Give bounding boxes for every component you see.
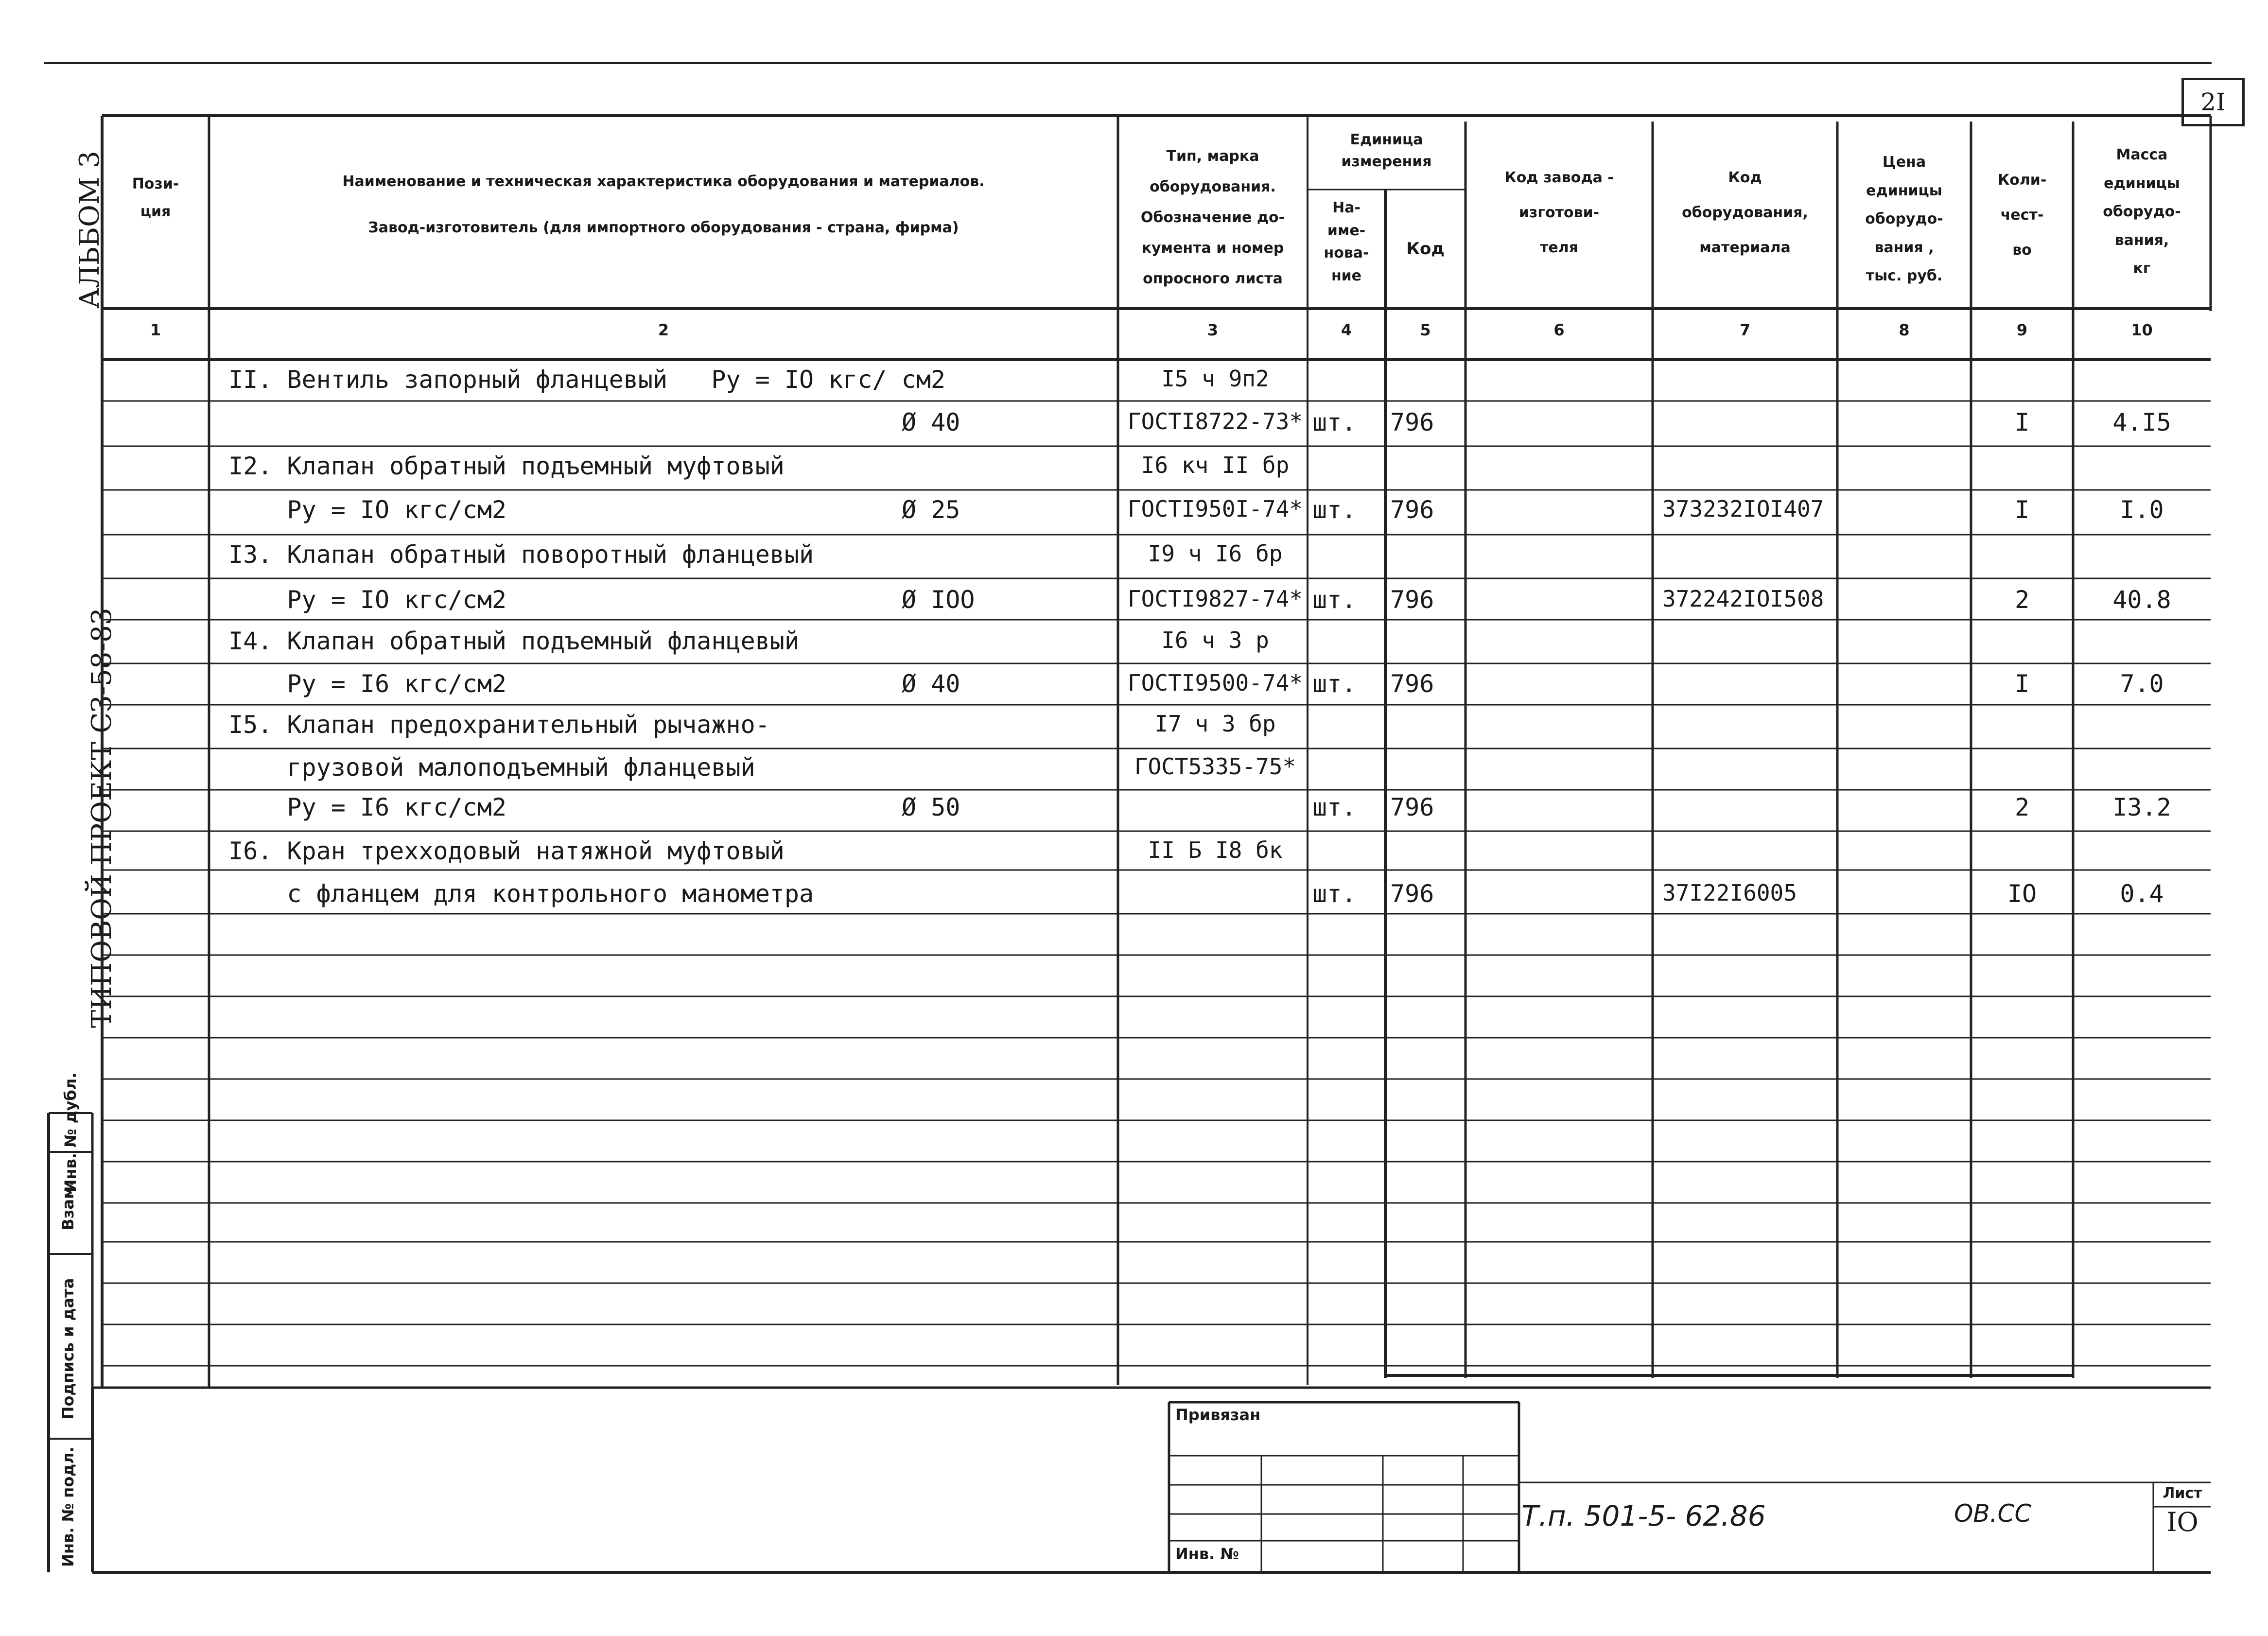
page-number: 2I: [2181, 78, 2245, 126]
column-number: 7: [1739, 321, 1751, 339]
item-type: ГОСТI9827-74*: [1127, 586, 1303, 612]
item-name: Ру = I6 кгс/см2: [228, 793, 506, 821]
header-name: Наименование и техническая характеристика оборудования и материалов.: [342, 173, 985, 190]
stamp-doc-number: Т.п. 501-5- 62.86: [1521, 1499, 1766, 1532]
item-unit-code: 796: [1390, 496, 1434, 524]
item-type: I7 ч 3 бр: [1154, 711, 1276, 737]
item-type: ГОСТ5335-75*: [1134, 753, 1296, 780]
side-stamp-inv-podl: Инв. № подл.: [59, 1446, 77, 1567]
item-diameter: Ø 25: [902, 496, 960, 524]
item-name: II. Вентиль запорный фланцевый Ру = IO кгс/ см2: [228, 365, 946, 394]
album-label: АЛЬБОМ 3: [74, 151, 105, 309]
item-quantity: 2: [2014, 793, 2030, 821]
item-name: I2. Клапан обратный подъемный муфтовый: [228, 452, 785, 480]
side-stamp-podpis: Подпись и дата: [59, 1278, 77, 1420]
item-diameter: Ø 40: [902, 408, 960, 436]
item-type: I9 ч I6 бр: [1148, 540, 1283, 567]
item-unit-code: 796: [1390, 408, 1434, 436]
item-type: II Б I8 бк: [1148, 837, 1283, 863]
column-number: 3: [1207, 321, 1219, 339]
item-name: I5. Клапан предохранительный рычажно-: [228, 711, 770, 739]
column-number: 4: [1341, 321, 1352, 339]
item-quantity: I: [2014, 496, 2030, 524]
item-unit-code: 796: [1390, 880, 1434, 908]
header-position: Пози- ция: [132, 175, 179, 220]
item-type: ГОСТI8722-73*: [1127, 408, 1303, 435]
item-type: I5 ч 9п2: [1161, 365, 1269, 392]
column-number: 2: [658, 321, 669, 339]
item-type: ГОСТI950I-74*: [1127, 496, 1303, 522]
item-mass: 40.8: [2112, 586, 2171, 614]
item-quantity: 2: [2014, 586, 2030, 614]
header-equipment-code: Код оборудования, материала: [1682, 169, 1808, 256]
item-unit-code: 796: [1390, 670, 1434, 698]
column-number: 5: [1420, 321, 1431, 339]
stamp-inv-no: Инв. №: [1175, 1545, 1239, 1563]
stamp-sheet-label: Лист: [2163, 1485, 2202, 1502]
item-name: I4. Клапан обратный подъемный фланцевый: [228, 627, 799, 655]
item-mass: I.0: [2120, 496, 2164, 524]
item-mass: 0.4: [2120, 880, 2164, 908]
item-type: ГОСТI9500-74*: [1127, 670, 1303, 696]
item-quantity: IO: [2007, 880, 2037, 908]
header-mass: Масса единицы оборудо- вания, кг: [2103, 146, 2181, 277]
item-type: I6 кч II бр: [1141, 452, 1290, 478]
item-name: Ру = IO кгс/см2: [228, 586, 506, 614]
item-equipment-code: 373232IOI407: [1662, 496, 1824, 522]
item-name: Ру = IO кгс/см2: [228, 496, 506, 524]
item-equipment-code: 37I22I6005: [1662, 880, 1797, 906]
item-name: Ру = I6 кгс/см2: [228, 670, 506, 698]
header-unit: Единица измерения: [1341, 131, 1432, 170]
header-price: Цена единицы оборудо- вания , тыс. руб.: [1865, 154, 1943, 284]
item-unit: шт.: [1312, 793, 1357, 821]
item-name: I6. Кран трехходовый натяжной муфтовый: [228, 837, 785, 865]
item-quantity: I: [2014, 408, 2030, 436]
header-type: Тип, марка оборудования. Обозначение до- кумента и номер опросного листа: [1140, 148, 1285, 287]
header-factory-code: Код завода - изготови- теля: [1504, 169, 1614, 256]
header-quantity: Коли- чест- во: [1997, 172, 2047, 259]
column-number: 1: [150, 321, 161, 339]
column-number: 8: [1899, 321, 1910, 339]
item-type: I6 ч 3 р: [1161, 627, 1269, 653]
item-unit-code: 796: [1390, 793, 1434, 821]
side-stamp-inv-dubl: Инв. № дубл.: [61, 1072, 80, 1193]
item-diameter: Ø IOO: [902, 586, 975, 614]
item-diameter: Ø 40: [902, 670, 960, 698]
project-label: ТИПОВОЙ ПРОЕКТ СЗ-58-83: [86, 608, 118, 1028]
column-number: 9: [2016, 321, 2028, 339]
item-name: грузовой малоподъемный фланцевый: [228, 753, 755, 782]
item-mass: 4.I5: [2112, 408, 2171, 436]
column-number: 6: [1553, 321, 1565, 339]
header-unit-code: Код: [1406, 239, 1445, 259]
item-unit: шт.: [1312, 670, 1357, 698]
column-number: 10: [2131, 321, 2153, 339]
stamp-privyazan: Привязан: [1175, 1406, 1261, 1424]
item-unit: шт.: [1312, 496, 1357, 524]
item-mass: 7.0: [2120, 670, 2164, 698]
item-quantity: I: [2014, 670, 2030, 698]
item-unit: шт.: [1312, 880, 1357, 908]
stamp-section: ОВ.СС: [1954, 1499, 2032, 1528]
item-unit-code: 796: [1390, 586, 1434, 614]
item-name: с фланцем для контрольного манометра: [228, 880, 814, 908]
header-unit-name: На- име- нова- ние: [1324, 199, 1369, 284]
header-manufacturer: Завод-изготовитель (для импортного оборудования - страна, фирма): [368, 219, 959, 236]
item-mass: I3.2: [2112, 793, 2171, 821]
item-equipment-code: 372242IOI508: [1662, 586, 1824, 612]
item-diameter: Ø 50: [902, 793, 960, 821]
item-name: I3. Клапан обратный поворотный фланцевый: [228, 540, 814, 569]
stamp-sheet-value: IO: [2166, 1507, 2198, 1537]
side-stamp-vzam: Взам.: [59, 1180, 77, 1231]
item-unit: шт.: [1312, 408, 1357, 436]
item-unit: шт.: [1312, 586, 1357, 614]
